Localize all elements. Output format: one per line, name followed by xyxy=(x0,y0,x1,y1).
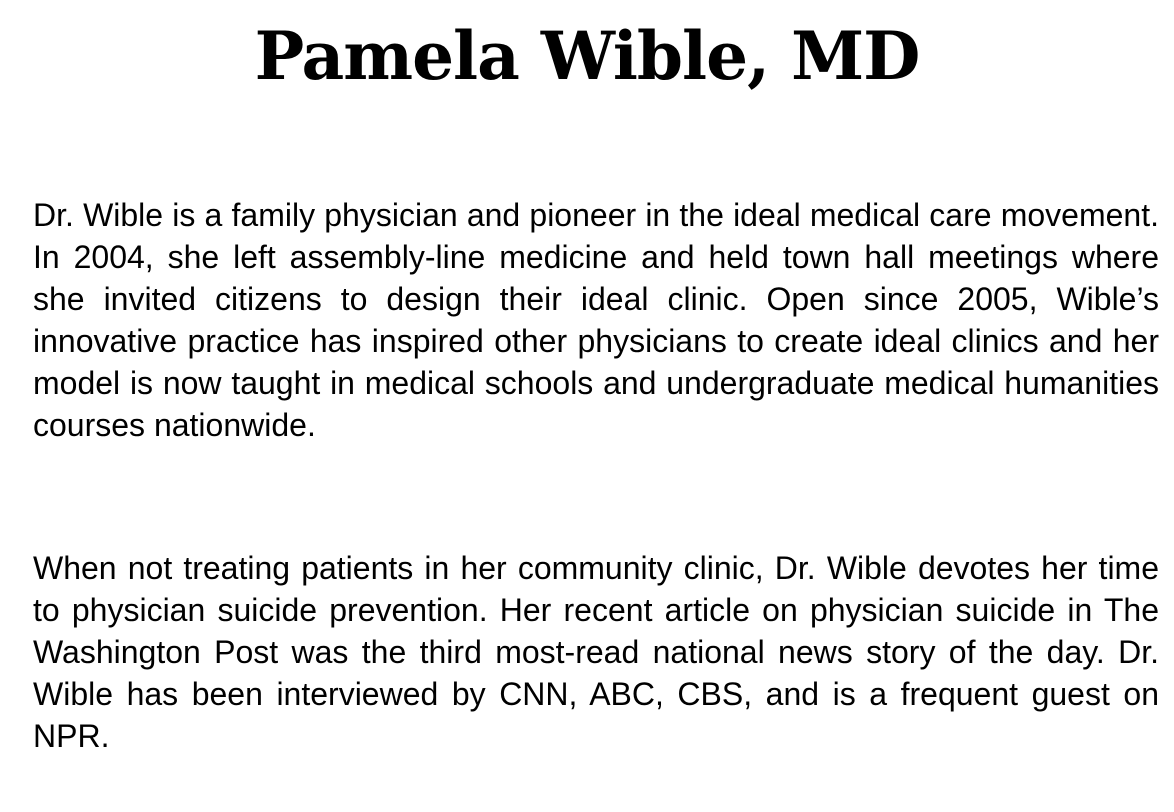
bio-paragraph-2: When not treating patients in her community clinic, Dr. Wible devotes her time to physician suicide prevention. Her recent article on physician suicide in The Washington Post was the third most-read national news story of the day. Dr. Wible has been interviewed by CNN, ABC, CBS, and is a frequent guest on NPR. xyxy=(33,550,1159,754)
page-title: Pamela Wible, MD xyxy=(254,17,920,95)
bio-paragraph-1: Dr. Wible is a family physician and pioneer in the ideal medical care movement. In 2004, she left assembly-line medicine and held town hall meetings where she invited citizens to design their ideal clinic. Open since 2005, Wible’s innovative practice has inspired other physicians to create ideal clinics and her model is now taught in medical schools and undergraduate medical humanities courses nationwide. xyxy=(33,197,1159,443)
